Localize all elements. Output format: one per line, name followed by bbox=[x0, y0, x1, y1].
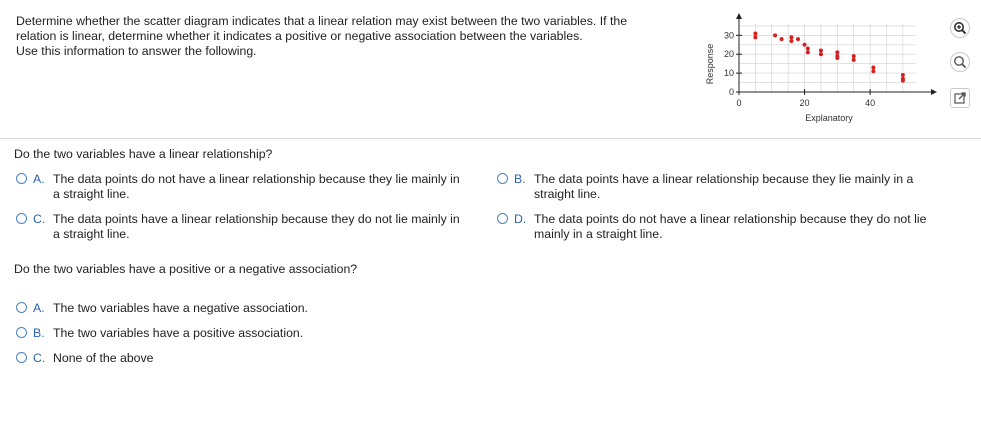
radio-button[interactable] bbox=[16, 352, 27, 363]
option-letter: A. bbox=[33, 301, 45, 315]
x-tick-label: 20 bbox=[799, 98, 810, 108]
option-letter: B. bbox=[33, 326, 45, 340]
data-point bbox=[789, 39, 793, 43]
y-tick-label: 0 bbox=[728, 87, 734, 97]
data-point bbox=[806, 50, 810, 54]
y-axis-label: Response bbox=[705, 43, 715, 85]
option-text-line-2: a straight line. bbox=[53, 227, 130, 241]
chart-grid bbox=[739, 24, 916, 92]
option-text-line-1: The data points do not have a linear relationship because they lie mainly in bbox=[53, 172, 460, 186]
intro-line-1: Determine whether the scatter diagram indicates that a linear relation may exist between the two variables. If the bbox=[16, 14, 628, 28]
option-text bbox=[53, 212, 460, 242]
y-tick-label: 30 bbox=[723, 30, 734, 41]
option-text-line-1: The data points do not have a linear relationship because they do not lie bbox=[534, 212, 927, 226]
q1-option-a[interactable] bbox=[16, 172, 496, 202]
zoom-out-icon bbox=[953, 55, 967, 69]
popout-button[interactable] bbox=[950, 88, 970, 108]
option-text: The two variables have a negative association. bbox=[53, 301, 308, 315]
zoom-out-button[interactable] bbox=[950, 52, 970, 72]
data-point bbox=[796, 37, 800, 41]
option-letter: C. bbox=[33, 351, 46, 365]
data-point bbox=[835, 50, 839, 54]
option-text-line-2: mainly in a straight line. bbox=[534, 227, 663, 241]
chart-ticks bbox=[724, 30, 875, 108]
radio-button[interactable] bbox=[16, 327, 27, 338]
q1-option-b[interactable] bbox=[497, 172, 967, 202]
data-point bbox=[780, 37, 784, 41]
option-text-line-2: a straight line. bbox=[53, 187, 130, 201]
q1-option-d[interactable] bbox=[497, 212, 967, 242]
data-point bbox=[901, 73, 905, 77]
scatter-plot bbox=[700, 12, 940, 132]
data-point bbox=[819, 52, 823, 56]
radio-button[interactable] bbox=[16, 173, 27, 184]
data-point bbox=[871, 69, 875, 73]
option-letter: C. bbox=[33, 212, 46, 226]
q1-option-c[interactable] bbox=[16, 212, 496, 242]
option-text-line-2: straight line. bbox=[534, 187, 601, 201]
data-point bbox=[803, 43, 807, 47]
q2-option-c[interactable] bbox=[16, 351, 154, 366]
y-tick-label: 20 bbox=[723, 49, 734, 60]
radio-button[interactable] bbox=[16, 302, 27, 313]
option-letter: D. bbox=[514, 212, 527, 226]
q2-option-b[interactable] bbox=[16, 326, 303, 341]
x-tick-label: 0 bbox=[736, 98, 742, 108]
popout-icon bbox=[953, 91, 967, 105]
option-text bbox=[534, 172, 913, 202]
data-point bbox=[871, 65, 875, 69]
data-point bbox=[773, 33, 777, 37]
question-2: Do the two variables have a positive or a negative association? bbox=[14, 262, 358, 276]
zoom-in-button[interactable] bbox=[950, 18, 970, 38]
y-axis-arrow bbox=[736, 13, 742, 19]
option-letter: B. bbox=[514, 172, 526, 186]
radio-button[interactable] bbox=[497, 173, 508, 184]
option-text bbox=[53, 172, 460, 202]
data-point bbox=[852, 54, 856, 58]
data-point bbox=[852, 58, 856, 62]
chart-points bbox=[753, 31, 905, 82]
data-point bbox=[806, 47, 810, 51]
divider bbox=[0, 138, 981, 139]
data-point bbox=[789, 35, 793, 39]
option-letter: A. bbox=[33, 172, 45, 186]
q2-option-a[interactable] bbox=[16, 301, 308, 316]
data-point bbox=[753, 31, 757, 35]
question-1: Do the two variables have a linear relationship? bbox=[14, 147, 273, 161]
x-axis-arrow bbox=[931, 89, 937, 95]
radio-button[interactable] bbox=[497, 213, 508, 224]
radio-button[interactable] bbox=[16, 213, 27, 224]
data-point bbox=[835, 56, 839, 60]
intro-line-3: Use this information to answer the following. bbox=[16, 44, 257, 58]
x-tick-label: 40 bbox=[865, 98, 876, 108]
y-tick-label: 10 bbox=[723, 68, 734, 79]
option-text: The two variables have a positive association. bbox=[53, 326, 304, 340]
data-point bbox=[819, 48, 823, 52]
option-text bbox=[534, 212, 926, 242]
option-text: None of the above bbox=[53, 351, 154, 365]
zoom-in-icon bbox=[953, 21, 967, 35]
intro-text bbox=[16, 14, 676, 59]
intro-line-2: relation is linear, determine whether it indicates a positive or negative association between the variables. bbox=[16, 29, 583, 43]
option-text-line-1: The data points have a linear relationship because they do not lie mainly in bbox=[53, 212, 460, 226]
data-point bbox=[901, 79, 905, 83]
data-point bbox=[753, 35, 757, 39]
option-text-line-1: The data points have a linear relationship because they lie mainly in a bbox=[534, 172, 914, 186]
x-axis-label: Explanatory bbox=[805, 113, 853, 123]
